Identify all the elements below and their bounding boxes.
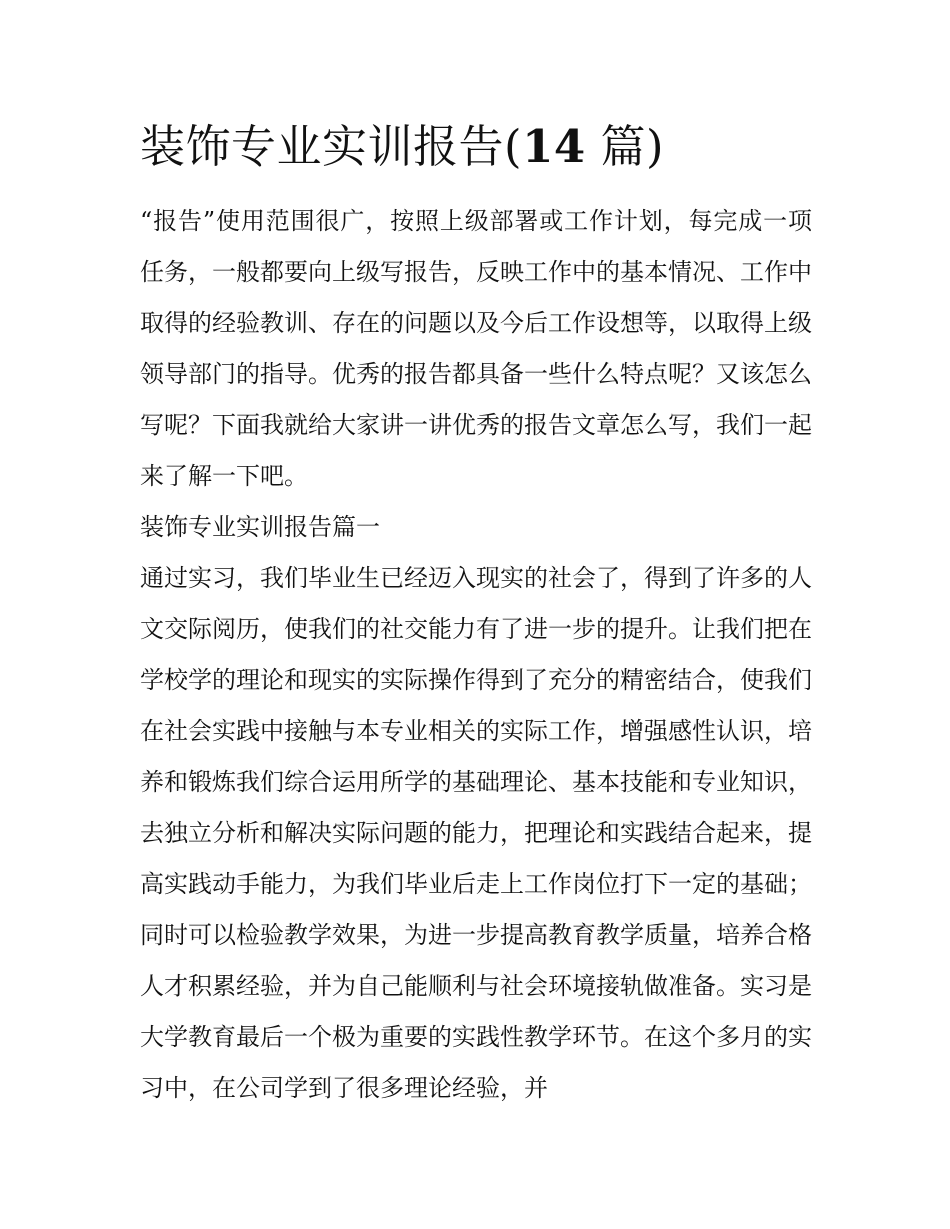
section-heading: 装饰专业实训报告篇一 [140, 513, 380, 541]
intro-paragraph: “报告”使用范围很广，按照上级部署或工作计划，每完成一项任务，一般都要向上级写报告，反映工作中的基本情况、工作中取得的经验教训、存在的问题以及今后工作设想等，以取得上级领导部门的指导。优秀的报告都具备一些什么特点呢？又该怎么写呢？下面我就给大家讲一讲优秀的报告文章怎么写，我们一起来了解一下吧。 [140, 207, 812, 490]
title-end: 篇) [585, 120, 665, 173]
title-count: 14 [522, 120, 586, 173]
title-main: 装饰专业实训报告( [140, 120, 523, 173]
section-paragraph: 通过实习，我们毕业生已经迈入现实的社会了，得到了许多的人文交际阅历，使我们的社交能力有了进一步的提升。让我们把在学校学的理论和现实的实际操作得到了充分的精密结合，使我们在社会实践中接触与本专业相关的实际工作，增强感性认识，培养和锻炼我们综合运用所学的基础理论、基本技能和专业知识，去独立分析和解决实际问题的能力，把理论和实践结合起来，提高实践动手能力，为我们毕业后走上工作岗位打下一定的基础；同时可以检验教学效果，为进一步提高教育教学质量，培养合格人才积累经验，并为自己能顺利与社会环境接轨做准备。实习是大学教育最后一个极为重要的实践性教学环节。在这个多月的实习中，在公司学到了很多理论经验，并 [140, 564, 812, 1102]
page-title [140, 114, 664, 180]
document-body [140, 196, 812, 1114]
